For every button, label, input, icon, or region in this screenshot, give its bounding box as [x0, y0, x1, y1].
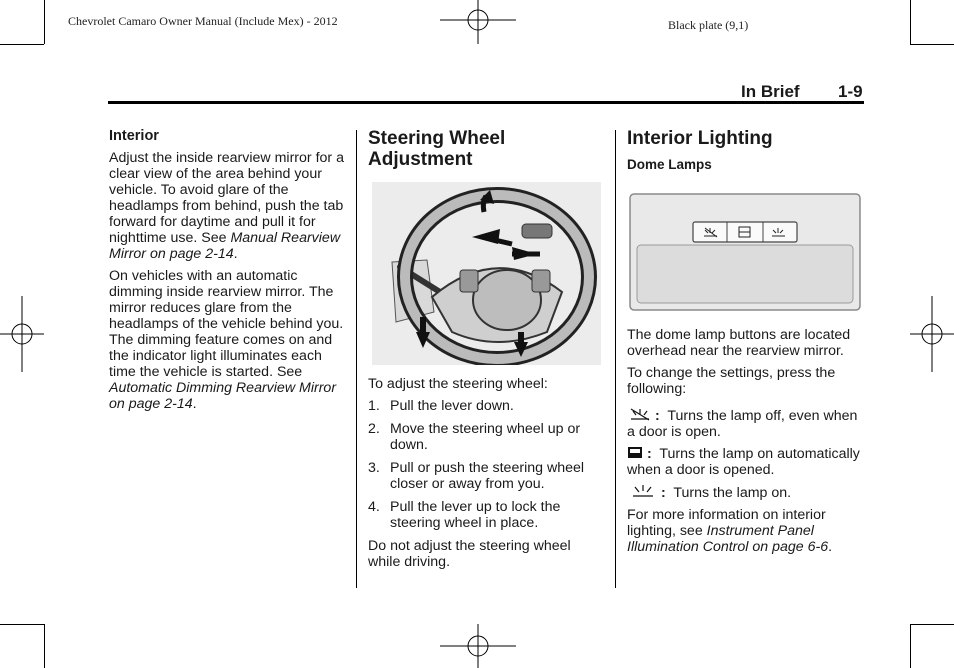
cross-reference: Instrument Panel Illumination Control on page 6-6 [627, 523, 829, 555]
column-lighting [627, 128, 863, 561]
steering-warning: Do not adjust the steering wheel while driving. [368, 538, 571, 570]
registration-mark-right [910, 296, 954, 372]
more-info-paragraph [627, 507, 863, 555]
plate-number: Black plate (9,1) [668, 18, 749, 32]
plate-title: Chevrolet Camaro Owner Manual (Include Mex) - 2012 [68, 14, 338, 28]
step-text: Pull the lever down. [390, 398, 514, 414]
registration-mark-bottom [440, 624, 516, 668]
lamp-off-text: Turns the lamp off, even when a door is open. [627, 408, 858, 440]
lamp-off-icon [627, 407, 651, 421]
step-number: 3. [368, 460, 380, 476]
door-item [627, 446, 863, 478]
punctuation: . [233, 246, 238, 262]
steering-heading: Steering Wheel Adjustment [368, 128, 506, 170]
icon-separator: : [646, 446, 652, 462]
paragraph-text: For more information on interior lighting, see [627, 507, 826, 539]
registration-mark-top [440, 0, 516, 44]
step-text: Pull the lever up to lock the steering wheel in place. [390, 499, 561, 531]
mirror-paragraph [109, 150, 347, 262]
lighting-heading: Interior Lighting [627, 128, 773, 149]
crop-mark [44, 624, 45, 668]
column-steering [368, 128, 604, 576]
step-text: Pull or push the steering wheel closer or away from you. [390, 460, 585, 492]
list-item [368, 398, 604, 414]
column-interior [109, 128, 347, 418]
crop-mark [910, 624, 954, 625]
dome-lamp-illustration [629, 193, 861, 311]
cross-reference: Automatic Dimming Rearview Mirror on page 2-14 [109, 380, 337, 412]
door-icon [627, 446, 643, 459]
door-text: Turns the lamp on automatically when a door is opened. [627, 446, 860, 478]
dome-lamps-heading: Dome Lamps [627, 157, 712, 172]
steering-steps [368, 398, 604, 531]
lamp-on-text: Turns the lamp on. [673, 485, 792, 501]
registration-mark-left [0, 296, 44, 372]
punctuation: . [828, 539, 833, 555]
dome-location-paragraph: The dome lamp buttons are located overhead near the rearview mirror. [627, 327, 851, 359]
icon-separator: : [654, 408, 660, 424]
list-item [368, 499, 604, 531]
list-item [368, 421, 604, 453]
interior-heading: Interior [109, 128, 159, 144]
lamp-on-item [627, 484, 863, 501]
paragraph-text: Adjust the inside rearview mirror for a clear view of the area behind your vehicle. To avoid glare of the headlamps from behind, push the tab forward for daytime and pull it for nighttime use. See [109, 150, 344, 246]
icon-separator: : [660, 485, 666, 501]
crop-mark [910, 0, 911, 44]
dome-lamp-figure [629, 193, 861, 311]
crop-mark [0, 624, 44, 625]
list-item [368, 460, 604, 492]
step-number: 1. [368, 398, 380, 414]
punctuation: . [192, 396, 197, 412]
paragraph-text: On vehicles with an automatic dimming inside rearview mirror. The mirror reduces glare from the headlamps of the vehicle behind you. The dimming feature comes on and the indicator light illuminates each time the vehicle is started. See [109, 268, 344, 380]
header-rule [108, 101, 864, 104]
column-divider [615, 130, 616, 588]
step-text: Move the steering wheel up or down. [390, 421, 581, 453]
crop-mark [44, 0, 45, 44]
column-divider [356, 130, 357, 588]
steering-wheel-figure [372, 182, 601, 365]
page-number: 1-9 [838, 82, 863, 101]
lamp-on-icon [627, 484, 657, 498]
lamp-off-item [627, 407, 863, 440]
cross-reference: Manual Rearview Mirror on page 2-14 [109, 230, 341, 262]
step-number: 2. [368, 421, 380, 437]
steering-wheel-illustration [372, 182, 601, 365]
steering-intro: To adjust the steering wheel: [368, 376, 548, 392]
crop-mark [910, 44, 954, 45]
settings-paragraph: To change the settings, press the following: [627, 365, 836, 397]
crop-mark [0, 44, 44, 45]
section-title: In Brief [741, 82, 800, 101]
step-number: 4. [368, 499, 380, 515]
crop-mark [910, 624, 911, 668]
auto-dimming-paragraph [109, 268, 347, 412]
